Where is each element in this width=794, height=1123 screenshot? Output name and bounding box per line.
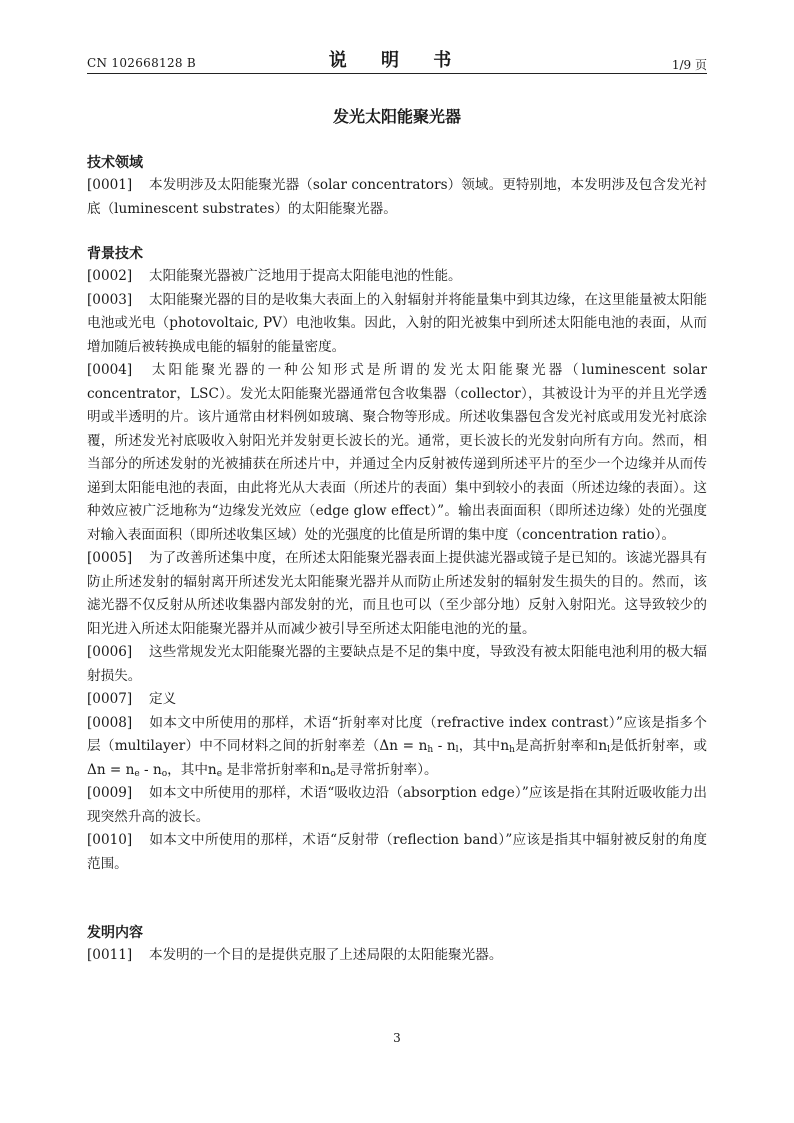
paragraph-number: [0001] <box>87 177 133 193</box>
paragraph-number: [0002] <box>87 268 133 284</box>
paragraph <box>87 876 707 900</box>
patent-number: CN 102668128 B <box>87 56 197 70</box>
paragraph-number: [0006] <box>87 644 133 660</box>
section-background <box>87 243 707 900</box>
paragraph-text: 本发明的一个目的是提供克服了上述局限的太阳能聚光器。 <box>149 946 503 963</box>
section-heading: 发明内容 <box>87 924 143 941</box>
paragraph <box>87 174 707 221</box>
paragraph <box>87 944 707 968</box>
paragraph-text: 太阳能聚光器被广泛地用于提高太阳能电池的性能。 <box>149 268 462 284</box>
section-heading: 技术领域 <box>87 155 143 171</box>
paragraph-text: 为了改善所述集中度，在所述太阳能聚光器表面上提供滤光器或镜子是已知的。该滤光器具有防止所述发射的辐射离开所述发光太阳能聚光器并从而防止所述发射的辐射发生损失的目的。然而，该滤光器不仅反射从所述收集器内部发射的光，而且也可以（至少部分地）反射入射阳光。这导致较少的阳光进入所述太阳能聚光器并从而减少被引导至所述太阳能电池的光的量。 <box>87 550 707 637</box>
paragraph-number: [0009] <box>87 785 133 801</box>
paragraph-text: 定义 <box>149 691 177 707</box>
paragraph-number: [0003] <box>87 291 133 308</box>
paragraph <box>87 712 707 783</box>
paragraph-text: 太阳能聚光器的目的是收集大表面上的入射辐射并将能量集中到其边缘，在这里能量被太阳能电池或光电（photovoltaic, PV）电池收集。因此，入射的阳光被集中到所述太阳能电池的表面，从而增加随后被转换成电能的辐射的能量密度。 <box>87 291 707 355</box>
paragraph <box>87 782 707 829</box>
section-heading: 背景技术 <box>87 246 143 262</box>
paragraph-number: [0010] <box>87 832 133 848</box>
paragraph-number: [0007] <box>87 691 133 707</box>
paragraph <box>87 547 707 641</box>
paragraph-number: [0004] <box>87 362 133 378</box>
paragraph <box>87 289 707 360</box>
header-rule <box>87 73 707 74</box>
paragraph-number: [0005] <box>87 550 133 566</box>
document-title: 发光太阳能聚光器 <box>332 107 461 126</box>
paragraph-text: 太阳能聚光器的一种公知形式是所谓的发光太阳能聚光器（luminescent solar concentrator，LSC）。发光太阳能聚光器通常包含收集器（collector），其被设计为平的并且光学透明或半透明的片。该片通常由材料例如玻璃、聚合物等形成。所述收集器包含发光衬底或用发光衬底涂覆，所述发光衬底吸收入射阳光并发射更长波长的光。通常，更长波长的光发射向所有方向。然而，相当部分的所述发射的光被捕获在所述片中，并通过全内反射被传递到所述平片的至少一个边缘并从而传递到太阳能电池的表面，由此将光从大表面（所述片的表面）集中到较小的表面（所述边缘的表面）。这种效应被广泛地称为“边缘发光效应（edge glow effect）”。输出表面面积（即所述边缘）处的光强度对输入表面面积（即所述收集区域）处的光强度的比值是所谓的集中度（concentration ratio）。 <box>87 362 707 543</box>
paragraph-number: [0008] <box>87 714 133 731</box>
paragraph-text: 本发明涉及太阳能聚光器（solar concentrators）领域。更特别地，本发明涉及包含发光衬底（luminescent substrates）的太阳能聚光器。 <box>87 177 707 217</box>
paragraph-text: 如本文中所使用的那样，术语“吸收边沿（absorption edge）”应该是指在其附近吸收能力出现突然升高的波长。 <box>87 785 707 825</box>
section-summary <box>87 922 707 968</box>
paragraph <box>87 829 707 876</box>
paragraph-text: 如本文中所使用的那样，术语“反射带（reflection band）”应该是指其中辐射被反射的角度范围。 <box>87 832 707 872</box>
document-type: 说 明 书 <box>328 50 466 71</box>
section-technical-field <box>87 152 707 221</box>
document-body <box>87 152 707 967</box>
paragraph-text: 这些常规发光太阳能聚光器的主要缺点是不足的集中度，导致没有被太阳能电池利用的极大辐射损失。 <box>87 644 707 684</box>
page-of-total: 1/9 页 <box>671 58 707 72</box>
paragraph <box>87 359 707 547</box>
paragraph-number: [0011] <box>87 946 133 963</box>
paragraph <box>87 641 707 688</box>
paragraph <box>87 265 707 289</box>
paragraph <box>87 688 707 712</box>
paragraph-text: 如本文中所使用的那样，术语“折射率对比度（refractive index contrast）”应该是指多个层（multilayer）中不同材料之间的折射率差（$\Delta n = n_h - n_l$，其中$n_h$是高折射率和$n_l$是低折射率，或 $\Delta n = n_e - n_o$，其中$n_e$ 是非常折射率和$n_o$是寻常折射率）。 <box>87 714 708 779</box>
page-number: 3 <box>393 1031 401 1045</box>
